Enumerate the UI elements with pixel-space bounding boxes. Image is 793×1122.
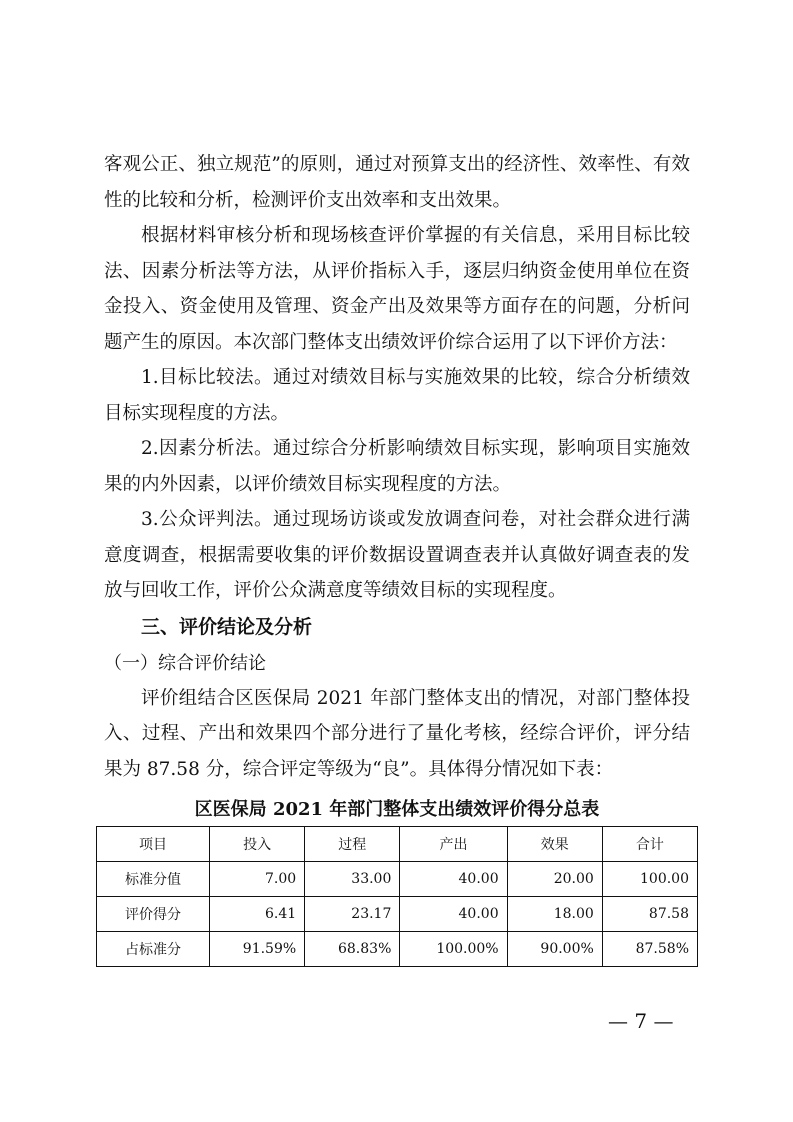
paragraph-method-3: 3.公众评判法。通过现场访谈或发放调查问卷，对社会群众进行满意度调查，根据需要收集的评价数据设置调查表并认真做好调查表的发放与回收工作，评价公众满意度等绩效目标的实现程度。 — [104, 509, 690, 601]
table-header-cell: 项目 — [97, 827, 210, 862]
paragraph-principle: 客观公正、独立规范”的原则，通过对预算支出的经济性、效率性、有效性的比较和分析，检测评价支出效率和支出效果。 — [104, 154, 690, 211]
table-header-cell: 合计 — [602, 827, 697, 862]
table-cell: 6.41 — [210, 897, 305, 932]
table-header-cell: 投入 — [210, 827, 305, 862]
table-cell: 7.00 — [210, 862, 305, 897]
table-cell: 68.83% — [305, 932, 400, 967]
table-row-label: 标准分值 — [97, 862, 210, 897]
table-row — [97, 932, 698, 967]
table-cell: 20.00 — [507, 862, 602, 897]
table-header-row — [97, 827, 698, 862]
table-cell: 91.59% — [210, 932, 305, 967]
table-row-label: 占标准分 — [97, 932, 210, 967]
table-title: 区医保局 2021 年部门整体支出绩效评价得分总表 — [194, 799, 600, 820]
sub-heading: （一）综合评价结论 — [104, 652, 266, 674]
table-cell: 87.58 — [602, 897, 697, 932]
body-text — [104, 147, 690, 787]
table-cell: 40.00 — [400, 862, 507, 897]
table-row — [97, 862, 698, 897]
page-number: — 7 — — [608, 1009, 674, 1033]
table-header-cell: 过程 — [305, 827, 400, 862]
paragraph-methods-intro: 根据材料审核分析和现场核查评价掌握的有关信息，采用目标比较法、因素分析法等方法，从评价指标入手，逐层归纳资金使用单位在资金投入、资金使用及管理、资金产出及效果等方面存在的问题，分析问题产生的原因。本次部门整体支出绩效评价综合运用了以下评价方法： — [104, 225, 690, 353]
table-cell: 100.00% — [400, 932, 507, 967]
table-header-cell: 效果 — [507, 827, 602, 862]
table-cell: 40.00 — [400, 897, 507, 932]
paragraph-conclusion: 评价组结合区医保局 2021 年部门整体支出的情况，对部门整体投入、过程、产出和效果四个部分进行了量化考核，经综合评价，评分结果为 87.58 分，综合评定等级为“良”。具体得分情况如下表： — [104, 687, 690, 780]
paragraph-method-1: 1.目标比较法。通过对绩效目标与实施效果的比较，综合分析绩效目标实现程度的方法。 — [104, 367, 690, 424]
table-cell: 100.00 — [602, 862, 697, 897]
table-cell: 33.00 — [305, 862, 400, 897]
table-cell: 23.17 — [305, 897, 400, 932]
table-row — [97, 897, 698, 932]
table-cell: 90.00% — [507, 932, 602, 967]
table-header-cell: 产出 — [400, 827, 507, 862]
table-cell: 87.58% — [602, 932, 697, 967]
section-heading: 三、评价结论及分析 — [141, 615, 313, 638]
table-row-label: 评价得分 — [97, 897, 210, 932]
score-table — [96, 826, 698, 967]
table-cell: 18.00 — [507, 897, 602, 932]
paragraph-method-2: 2.因素分析法。通过综合分析影响绩效目标实现，影响项目实施效果的内外因素，以评价绩效目标实现程度的方法。 — [104, 438, 690, 495]
